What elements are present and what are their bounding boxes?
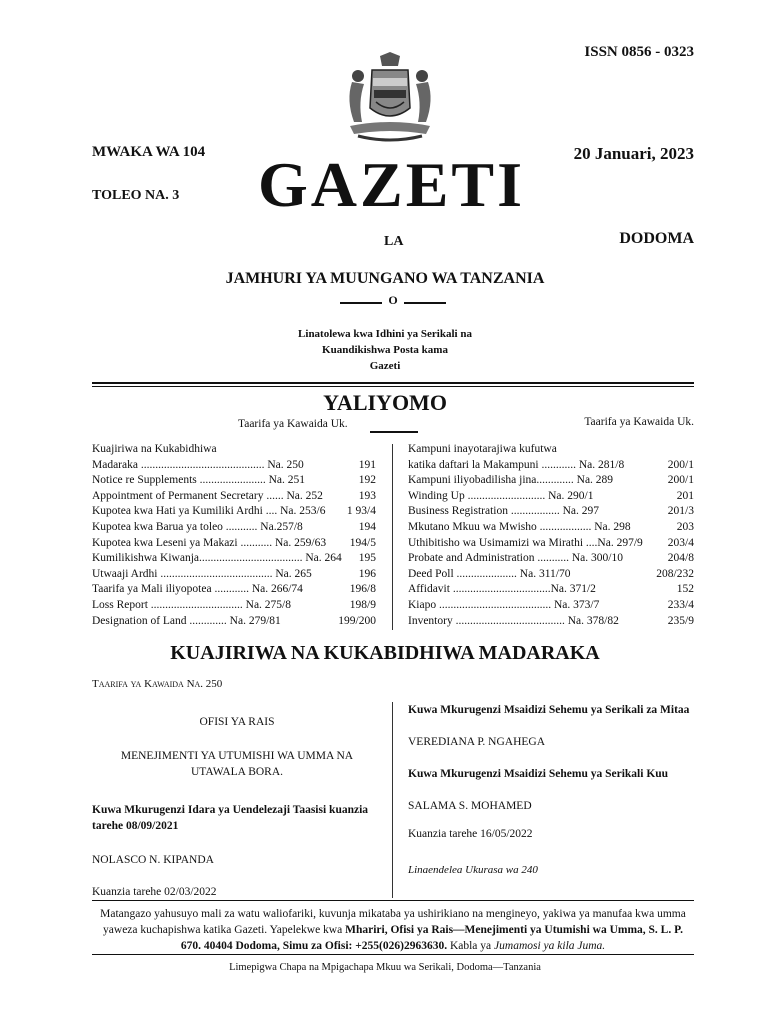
editor-address: Mhariri, Ofisi ya Rais—Menejimenti ya Utumishi wa Umma, S. L. P. 670. 40404 Dodoma, Simu za Ofisi: +255(026)2963630.	[180, 924, 683, 952]
header-underline	[370, 431, 418, 433]
appointment-post: Kuwa Mkurugenzi Msaidizi Sehemu ya Serikali Kuu	[408, 768, 669, 780]
appointment-post: Kuwa Mkurugenzi Msaidizi Sehemu ya Serikali za Mitaa	[408, 704, 690, 716]
publication-city: DODOMA	[619, 230, 694, 247]
issue-number: TOLEO NA. 3	[92, 188, 180, 203]
footer-rule-bottom	[92, 954, 694, 955]
list-item: Probate and Administration ........... Na. 300/10 204/8	[408, 552, 694, 565]
continued-note: Linaendelea Ukurasa wa 240	[408, 864, 538, 876]
effective-date: Kuanzia tarehe 02/03/2022	[92, 886, 217, 898]
header-rule-thin	[92, 386, 694, 387]
list-item: Winding Up ........................... Na. 290/1 201	[408, 489, 694, 502]
registration-note	[0, 326, 770, 374]
gazette-title: GAZETI	[258, 149, 525, 220]
appointee-name: SALAMA S. MOHAMED	[408, 800, 532, 812]
contents-intro: Kampuni inayotarajiwa kufutwa	[408, 443, 557, 455]
coat-of-arms-emblem	[340, 52, 440, 147]
ministry-name: MENEJIMENTI YA UTUMISHI WA UMMA NA	[120, 750, 354, 762]
list-item: Designation of Land ............. Na. 279/81 199/200	[92, 614, 376, 627]
list-item: Business Registration ................. Na. 297 201/3	[408, 505, 694, 518]
title-connector: LA	[384, 234, 404, 249]
list-item: Notice re Supplements ....................... Na. 251 192	[92, 474, 376, 487]
ministry-name-cont: UTAWALA BORA.	[190, 766, 284, 778]
list-item: Affidavit ..................................Na. 371/2 152	[408, 583, 694, 596]
list-item: Utwaaji Ardhi ....................................... Na. 265 196	[92, 567, 376, 580]
office-name: OFISI YA RAIS	[199, 716, 275, 728]
list-item: Appointment of Permanent Secretary ...... Na. 252 193	[92, 489, 376, 502]
section-title: KUAJIRIWA NA KUKABIDHIWA MADARAKA	[170, 642, 600, 664]
ornament-mark: O	[388, 293, 398, 307]
contents-list-right	[408, 442, 694, 629]
issue-date: 20 Januari, 2023	[573, 144, 694, 163]
volume-year: MWAKA WA 104	[92, 144, 206, 160]
footer-rule	[92, 900, 694, 901]
list-item: katika daftari la Makampuni ............ Na. 281/8 200/1	[408, 458, 694, 471]
notice-left-column	[92, 714, 382, 900]
list-item: Kupotea kwa Barua ya toleo ........... Na.257/8 194	[92, 520, 376, 533]
list-item: Inventory ...................................... Na. 378/82 235/9	[408, 614, 694, 627]
submission-deadline-label: Kabla ya	[449, 940, 492, 952]
registration-line: Kuandikishwa Posta kama	[322, 344, 448, 356]
column-divider	[392, 702, 393, 898]
submission-text: Matangazo yahusuyo mali za watu waliofariki, kuvunja mikataba ya ushirikiano na mengineyo, yakiwa ya manufaa kwa umma yaweza kuchapishwa katika Gazeti. Yapelekwe kwa	[100, 908, 686, 936]
contents-header-right: Taarifa ya Kawaida Uk.	[584, 416, 694, 428]
contents-list-left	[92, 442, 376, 629]
effective-date: Kuanzia tarehe 16/05/2022	[408, 828, 533, 840]
registration-line: Gazeti	[369, 360, 401, 372]
column-divider	[392, 444, 393, 630]
notice-number: Taarifa ya Kawaida Na. 250	[92, 678, 223, 690]
list-item: Kumilikishwa Kiwanja.................................... Na. 264 195	[92, 552, 376, 565]
list-item: Uthibitisho wa Usimamizi wa Mirathi ....Na. 297/9 203/4	[408, 536, 694, 549]
notice-right-column	[408, 702, 698, 878]
appointment-post: Kuwa Mkurugenzi Idara ya Uendelezaji Taasisi kuanzia tarehe 08/09/2021	[92, 804, 369, 832]
list-item: Kampuni iliyobadilisha jina............. Na. 289 200/1	[408, 474, 694, 487]
issn-number: ISSN 0856 - 0323	[584, 44, 694, 60]
list-item: Taarifa ya Mali iliyopotea ............ Na. 266/74 196/8	[92, 583, 376, 596]
list-item: Kiapo ....................................... Na. 373/7 233/4	[408, 598, 694, 611]
contents-header-left: Taarifa ya Kawaida Uk.	[238, 418, 348, 430]
ornament-divider	[340, 293, 446, 310]
list-item: Kupotea kwa Leseni ya Makazi ........... Na. 259/63 194/5	[92, 536, 376, 549]
appointee-name: VEREDIANA P. NGAHEGA	[408, 736, 546, 748]
contents-intro: Kuajiriwa na Kukabidhiwa	[92, 443, 217, 455]
printer-credit: Limepigwa Chapa na Mpigachapa Mkuu wa Serikali, Dodoma—Tanzania	[229, 962, 541, 973]
list-item: Deed Poll ..................... Na. 311/70 208/232	[408, 567, 694, 580]
list-item: Madaraka ........................................... Na. 250 191	[92, 458, 376, 471]
registration-line: Linatolewa kwa Idhini ya Serikali na	[298, 328, 472, 340]
list-item: Loss Report ................................ Na. 275/8 198/9	[92, 598, 376, 611]
header-rule	[92, 382, 694, 384]
appointee-name: NOLASCO N. KIPANDA	[92, 854, 214, 866]
submission-deadline: Jumamosi ya kila Juma.	[494, 940, 606, 952]
submission-notice	[92, 906, 694, 954]
republic-name: JAMHURI YA MUUNGANO WA TANZANIA	[225, 270, 545, 287]
list-item: Kupotea kwa Hati ya Kumiliki Ardhi .... Na. 253/6 1 93/4	[92, 505, 376, 518]
list-item: Mkutano Mkuu wa Mwisho .................. Na. 298 203	[408, 520, 694, 533]
contents-title: YALIYOMO	[323, 390, 447, 415]
